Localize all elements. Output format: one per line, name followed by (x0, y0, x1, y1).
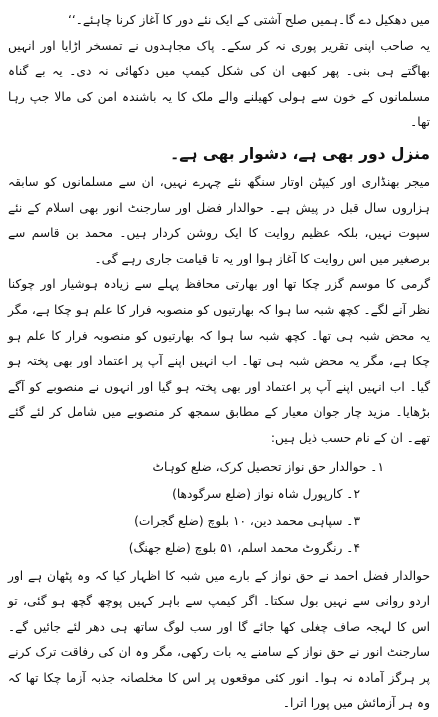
body-paragraph: گرمی کا موسم گزر چکا تھا اور بھارتی محافظ پہلے سے زیادہ ہوشیار اور چوکنا نظر آنے لگے۔ کچھ شبہ سا ہوا کہ بھارتیوں کو منصوبہ فرار کا علم ہو چکا ہے، مگر یہ محض شبہ ہی تھا۔ کچھ شبہ سا ہوا کہ بھارتیوں کو منصوبہ فرار کا علم ہو چکا ہے، مگر یہ محض شبہ ہی تھا۔ اب انہیں اپنے آپ پر اعتماد اور بھی پختہ ہو گیا۔ اب انہیں اپنے آپ پر اعتماد اور بھی پختہ ہو گیا اور انہوں نے منصوبے کو آگے بڑھایا۔ مزید چار جوان معیار کے مطابق سمجھ کر منصوبے میں شامل کر لئے گئے تھے۔ ان کے نام حسب ذیل ہیں: (8, 272, 430, 451)
body-paragraph: میجر بھنڈاری اور کیپٹن اوتار سنگھ نئے چہرے نہیں، ان سے مسلمانوں کو سابقہ ہزاروں سال قبل در پیش ہے۔ حوالدار فضل اور سارجنٹ انور بھی اسلام کے نئے سپوت نہیں، بلکہ عظیم روایت کا ایک روشن کردار ہیں۔ محمد بن قاسم سے برصغیر میں اس روایت کا آغاز ہوا اور یہ تا قیامت جاری رہے گی۔ (8, 170, 430, 272)
body-paragraph: حوالدار فضل احمد نے حق نواز کے بارے میں شبہ کا اظہار کیا کہ وہ پٹھان ہے اور اردو روانی سے نہیں بول سکتا۔ اگر کیمپ سے باہر کہیں پوچھ گچھ ہو گئی، تو اس کا لہجہ صاف چغلی کھا جائے گا اور سب لوگ ساتھ ہی دھر لئے جائیں گے۔ سارجنٹ انور نے حق نواز کے سامنے یہ بات رکھی، مگر وہ ان کی رفاقت ترک کرنے پر ہرگز آمادہ نہ ہوا۔ انور کئی موقعوں پر اس کا مخلصانہ جذبہ آزما چکا تھا کہ وہ ہر آزمائش میں پورا اترا۔ (8, 564, 430, 717)
list-item: ۴۔ رنگروٹ محمد اسلم، ۵۱ بلوچ (ضلع جھنگ) (8, 535, 430, 562)
list-item: ۱۔ حوالدار حق نواز تحصیل کرک، ضلع کوہاٹ (8, 454, 430, 481)
body-paragraph: یہ صاحب اپنی تقریر پوری نہ کر سکے۔ پاک مجاہدوں نے تمسخر اڑایا اور انہیں بھاگتے ہی بنی۔ پھر کبھی ان کی شکل کیمپ میں دکھائی نہ دی۔ یہ بے گناہ مسلمانوں کے خون سے ہولی کھیلنے والے ملک کا یہ باشندہ امن کی مالا جپ رہا تھا۔ (8, 34, 430, 136)
list-item: ۲۔ کارپورل شاہ نواز (ضلع سرگودھا) (8, 481, 430, 508)
body-paragraph: میں دھکیل دے گا۔ہمیں صلح آشتی کے ایک نئے دور کا آغاز کرنا چاہئے۔‘‘ (8, 8, 430, 34)
section-heading: منزل دور بھی ہے، دشوار بھی ہے۔ (8, 142, 430, 166)
list-item: ۳۔ سپاہی محمد دین، ۱۰ بلوچ (ضلع گجرات) (8, 508, 430, 535)
names-list (8, 454, 430, 562)
